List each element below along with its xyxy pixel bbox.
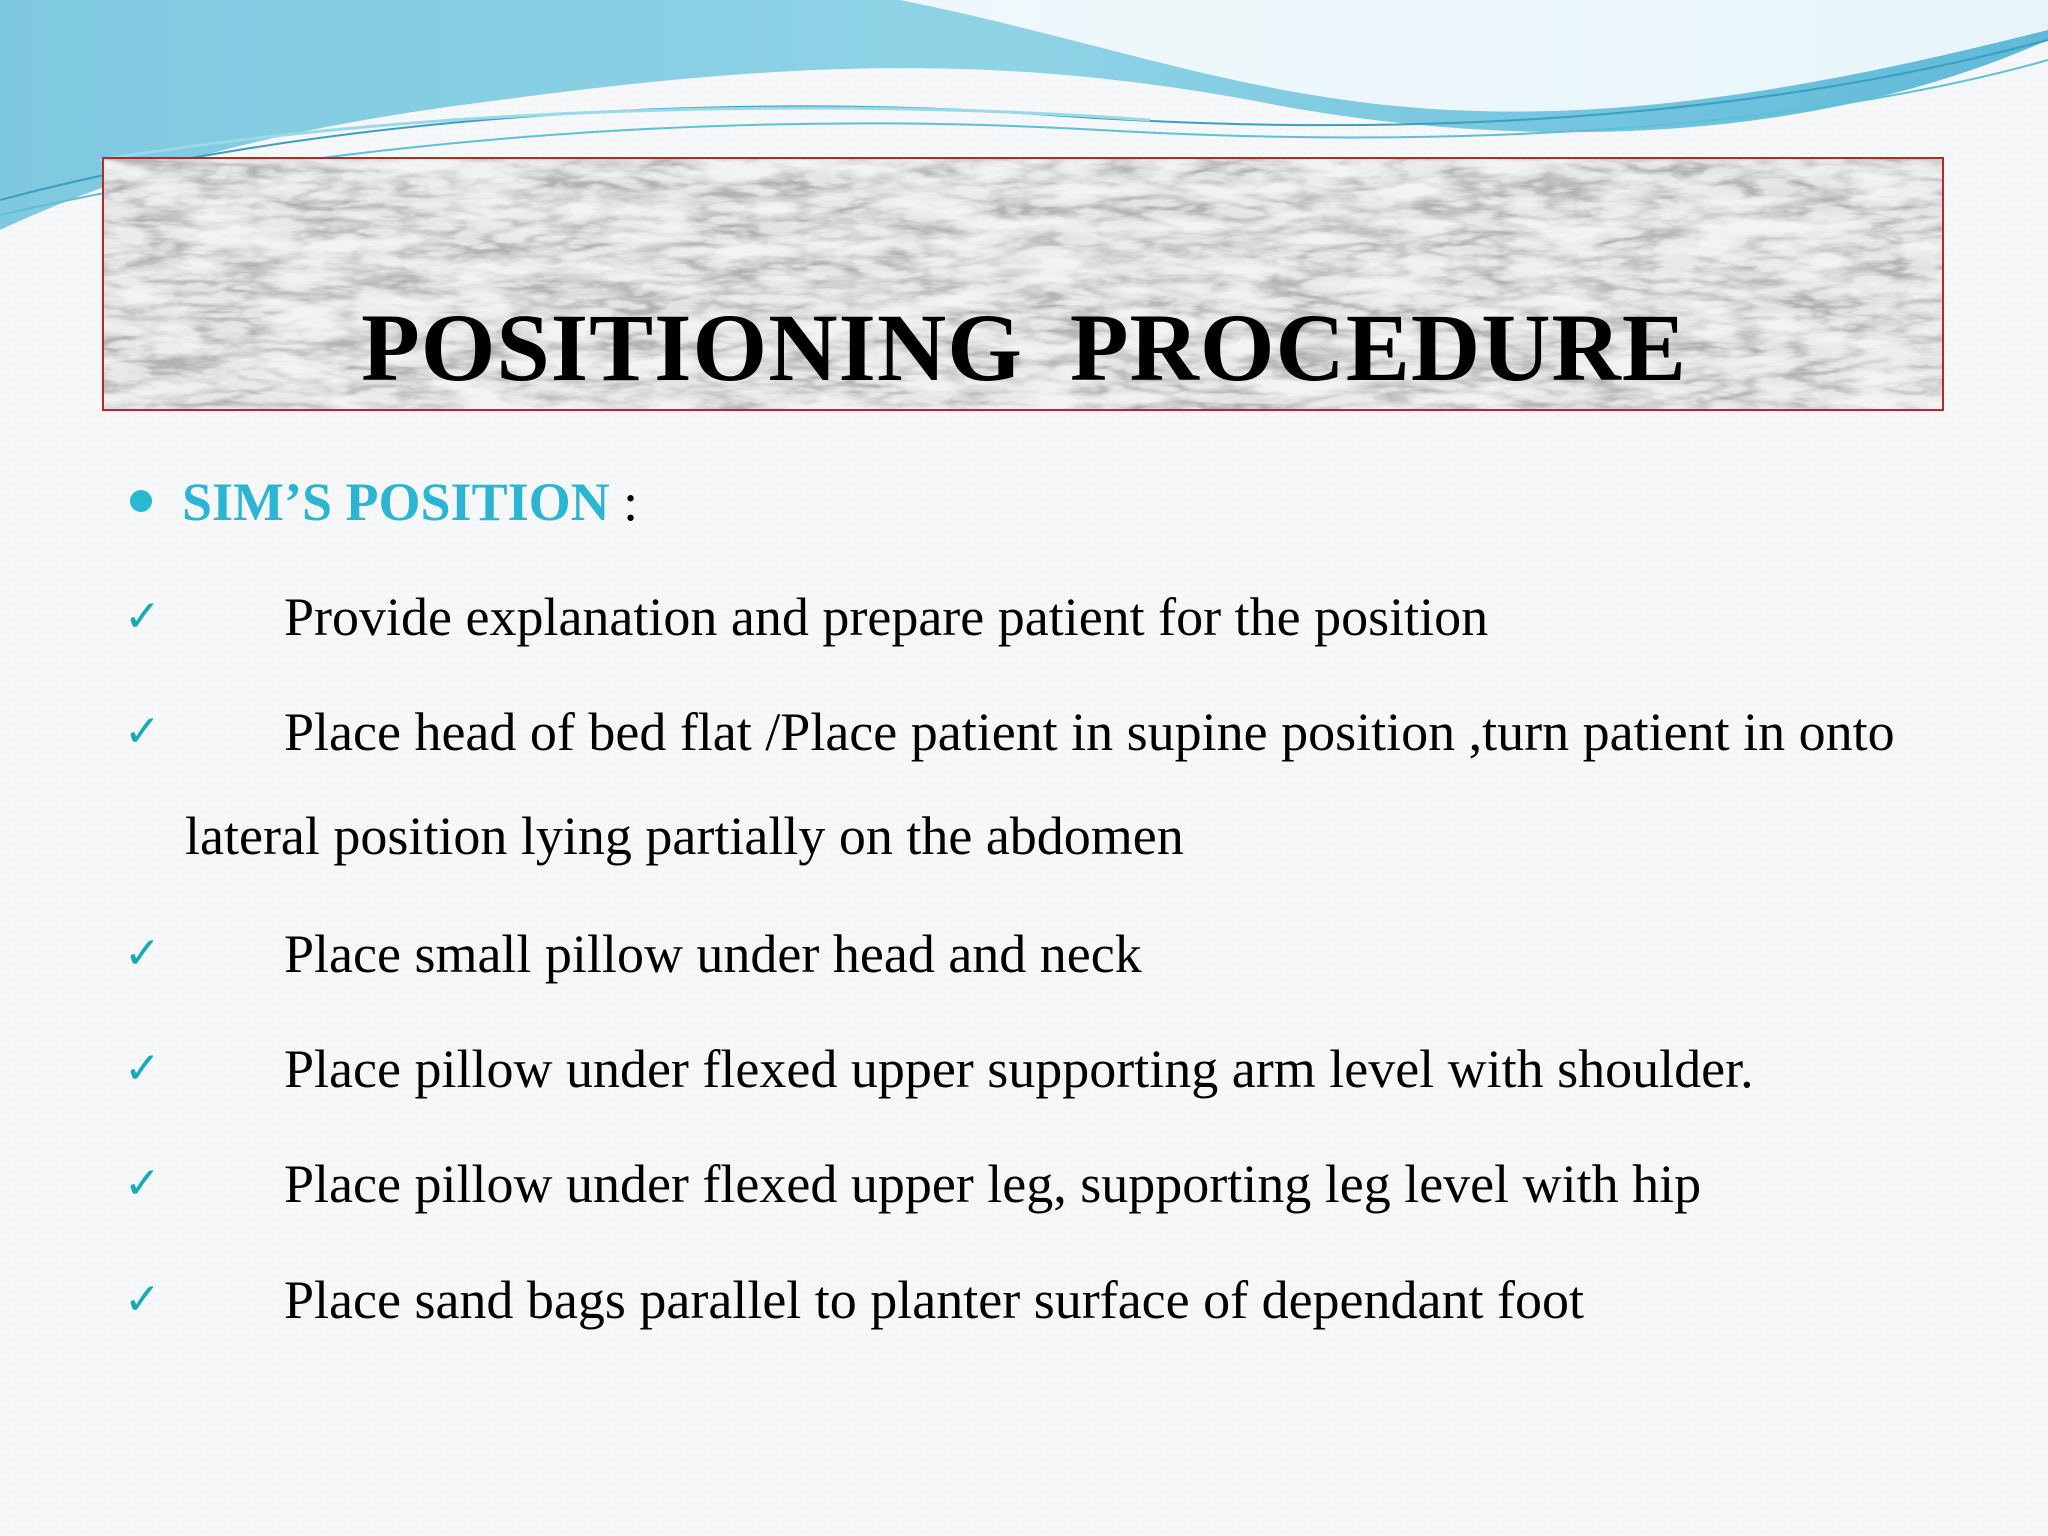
bullet-dot-icon: [130, 490, 152, 512]
checkmark-icon: ✓: [124, 706, 161, 757]
list-item: [124, 1017, 1924, 1121]
list-item-text: Provide explanation and prepare patient for the position: [284, 587, 1489, 647]
list-item: [124, 1248, 1924, 1352]
checkmark-icon: ✓: [124, 1274, 161, 1325]
list-item-text: Place sand bags parallel to planter surface of dependant foot: [284, 1270, 1584, 1330]
list-item-text: Place pillow under flexed upper supporting arm level with shoulder.: [284, 1039, 1754, 1099]
list-item: [124, 902, 1924, 1006]
list-item: [124, 1132, 1924, 1236]
list-item-text: Place head of bed flat /Place patient in supine position ,turn patient in onto lateral position lying partially on the abdomen: [185, 702, 1895, 866]
section-heading: [130, 470, 638, 534]
section-label: SIM’S POSITION: [182, 472, 610, 532]
slide-title: POSITIONING PROCEDURE: [361, 294, 1687, 401]
checkmark-icon: ✓: [124, 1043, 161, 1094]
list-item-text: Place small pillow under head and neck: [284, 924, 1142, 984]
checkmark-icon: ✓: [124, 928, 161, 979]
checkmark-icon: ✓: [124, 1158, 161, 1209]
list-item-text: Place pillow under flexed upper leg, supporting leg level with hip: [284, 1154, 1702, 1214]
list-item: [124, 680, 1924, 888]
checkmark-icon: ✓: [124, 591, 161, 642]
section-suffix: :: [609, 472, 639, 532]
list-item: [124, 565, 1924, 669]
